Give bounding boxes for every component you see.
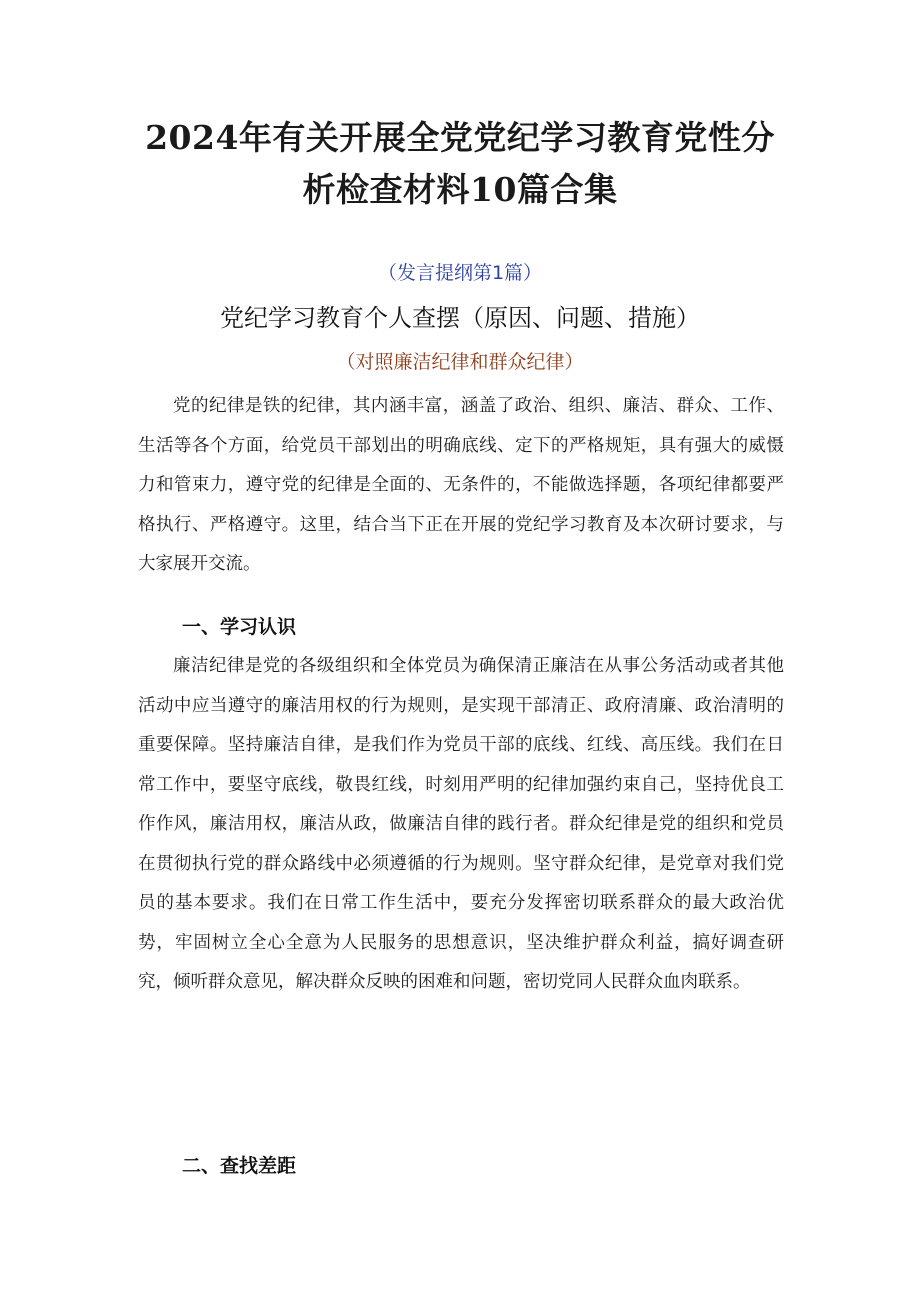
study-paragraph: 廉洁纪律是党的各级组织和全体党员为确保清正廉洁在从事公务活动或者其他活动中应当遵守的廉洁用权的行为规则，是实现干部清正、政府清廉、政治清明的重要保障。坚持廉洁自律，是我们作为党员干部的底线、红线、高压线。我们在日常工作中，要坚守底线，敬畏红线，时刻用严明的纪律加强约束自己，坚持优良工作作风，廉洁用权，廉洁从政，做廉洁自律的践行者。群众纪律是党的组织和党员在贯彻执行党的群众路线中必须遵循的行为规则。坚守群众纪律，是党章对我们党员的基本要求。我们在日常工作生活中，要充分发挥密切联系群众的最大政治优势，牢固树立全心全意为人民服务的思想意识，坚决维护群众利益，搞好调查研究，倾听群众意见，解决群众反映的困难和问题，密切党同人民群众血肉联系。 — [138, 656, 784, 992]
speech-heading: 党纪学习教育个人查摆（原因、问题、措施） — [220, 304, 700, 332]
section-heading-gaps: 二、查找差距 — [182, 1155, 297, 1177]
part-label: （发言提纲第1篇） — [377, 262, 543, 284]
document-title-line-1: 2024年有关开展全党党纪学习教育党性分 — [145, 118, 775, 157]
intro-paragraph: 党的纪律是铁的纪律，其内涵丰富，涵盖了政治、组织、廉洁、群众、工作、生活等各个方面，给党员干部划出的明确底线、定下的严格规矩，具有强大的威慑力和管束力，遵守党的纪律是全面的、无条件的，不能做选择题，各项纪律都要严格执行、严格遵守。这里，结合当下正在开展的党纪学习教育及本次研讨要求，与大家展开交流。 — [138, 396, 784, 574]
section-heading-study: 一、学习认识 — [182, 616, 297, 638]
document-title — [120, 112, 800, 216]
document-title-line-2: 析检查材料10篇合集 — [302, 170, 618, 209]
scope-subtitle: （对照廉洁纪律和群众纪律） — [336, 351, 584, 373]
